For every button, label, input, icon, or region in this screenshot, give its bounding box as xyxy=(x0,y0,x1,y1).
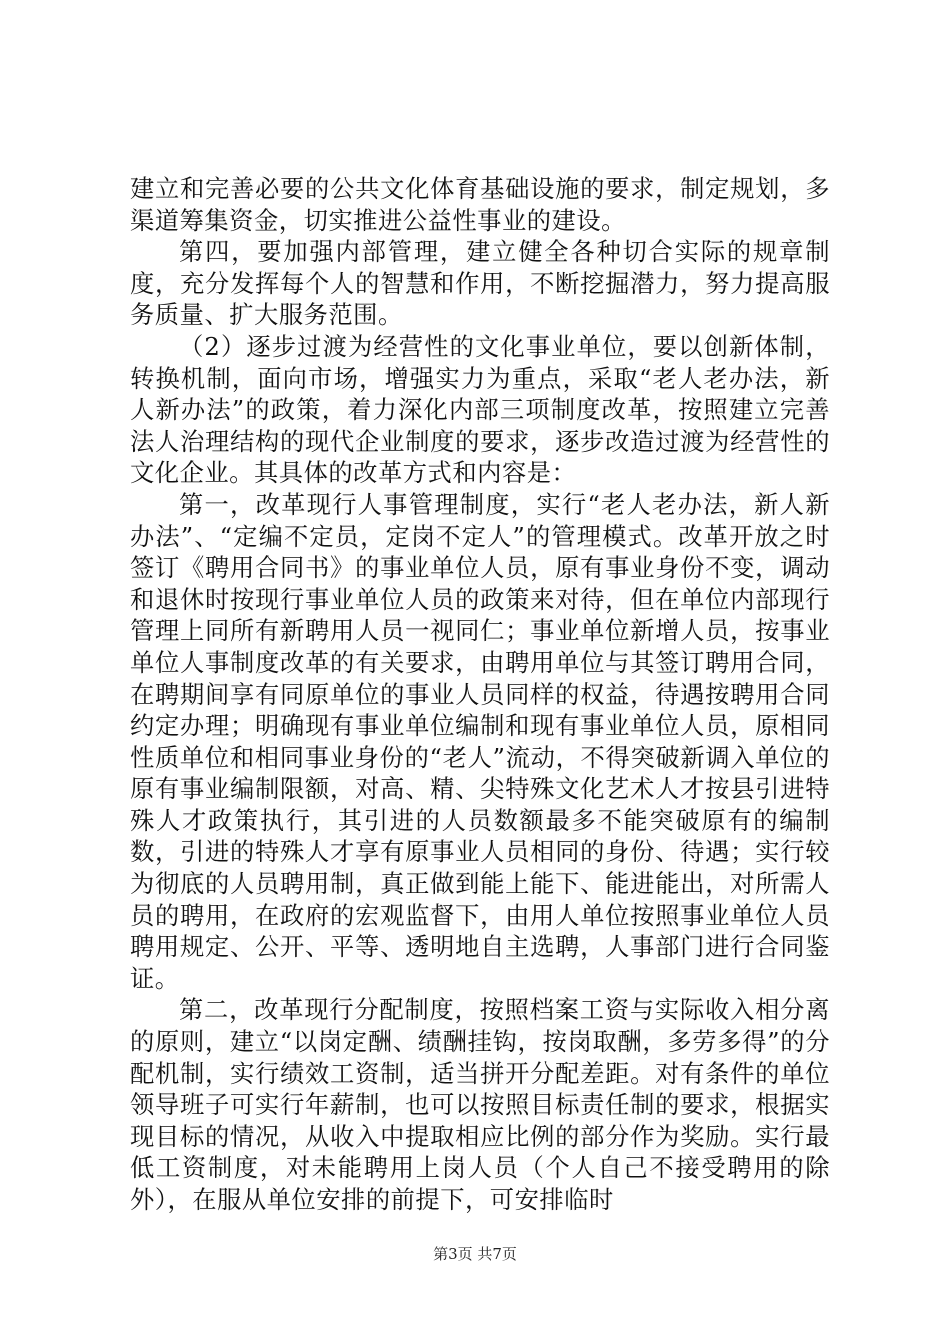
page-number-footer: 第3页 共7页 xyxy=(433,1245,517,1263)
paragraph-5: 第二，改革现行分配制度，按照档案工资与实际收入相分离的原则，建立“以岗定酬、绩酬挂钩，按岗取酬，多劳多得”的分配机制，实行绩效工资制，适当拼开分配差距。对有条件的单位领导班子可实行年薪制，也可以按照目标责任制的要求，根据实现目标的情况，从收入中提取相应比例的部分作为奖励。实行最低工资制度，对未能聘用上岗人员（个人自己不接受聘用的除外），在服从单位安排的前提下，可安排临时 xyxy=(130,995,830,1214)
paragraph-2: 第四，要加强内部管理，建立健全各种切合实际的规章制度，充分发挥每个人的智慧和作用，不断挖掘潜力，努力提高服务质量、扩大服务范围。 xyxy=(130,237,830,330)
paragraph-4: 第一，改革现行人事管理制度，实行“老人老办法，新人新办法”、“定编不定员，定岗不定人”的管理模式。改革开放之时签订《聘用合同书》的事业单位人员，原有事业身份不变，调动和退休时按现行事业单位人员的政策来对待，但在单位内部现行管理上同所有新聘用人员一视同仁；事业单位新增人员，按事业单位人事制度改革的有关要求，由聘用单位与其签订聘用合同，在聘期间享有同原单位的事业人员同样的权益，待遇按聘用合同约定办理；明确现有事业单位编制和现有事业单位人员，原相同性质单位和相同事业身份的“老人”流动，不得突破新调入单位的原有事业编制限额，对高、精、尖特殊文化艺术人才按县引进特殊人才政策执行，其引进的人员数额最多不能突破原有的编制数，引进的特殊人才享有原事业人员相同的身份、待遇；实行较为彻底的人员聘用制，真正做到能上能下、能进能出，对所需人员的聘用，在政府的宏观监督下，由用人单位按照事业单位人员聘用规定、公开、平等、透明地自主选聘，人事部门进行合同鉴证。 xyxy=(130,489,830,993)
document-body xyxy=(130,173,830,1216)
paragraph-3: （2）逐步过渡为经营性的文化事业单位，要以创新体制，转换机制，面向市场，增强实力为重点，采取“老人老办法，新人新办法”的政策，着力深化内部三项制度改革，按照建立完善法人治理结构的现代企业制度的要求，逐步改造过渡为经营性的文化企业。其具体的改革方式和内容是： xyxy=(130,331,830,488)
paragraph-1: 建立和完善必要的公共文化体育基础设施的要求，制定规划，多渠道筹集资金，切实推进公益性事业的建设。 xyxy=(130,174,830,235)
